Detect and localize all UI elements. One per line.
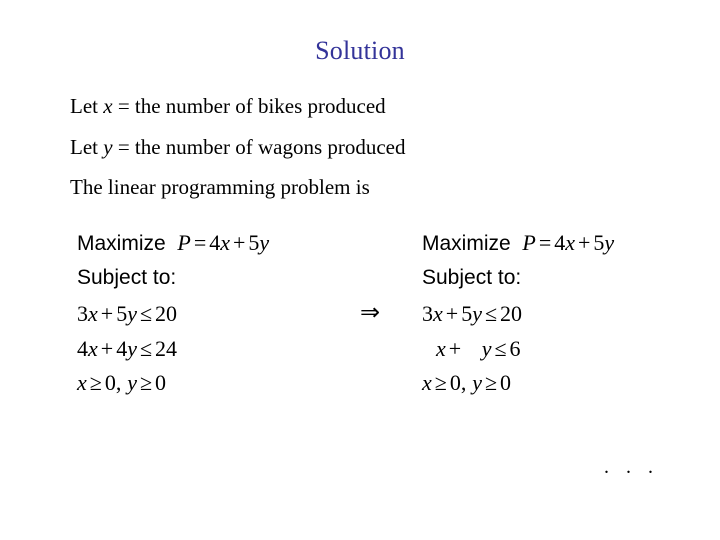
variable: y xyxy=(127,336,137,361)
rhs-value: 0, xyxy=(449,370,467,395)
equals-sign: = xyxy=(538,230,552,255)
continuation-ellipsis: . . . xyxy=(604,456,659,478)
intro-line-problem: The linear programming problem is xyxy=(70,175,370,199)
variable: y xyxy=(481,336,492,361)
coefficient: 4 xyxy=(209,230,221,255)
plus-sign: + xyxy=(445,301,459,326)
plus-sign: + xyxy=(448,336,462,361)
plus-sign: + xyxy=(100,336,114,361)
coefficient: 4 xyxy=(554,230,566,255)
objective-lhs: P xyxy=(522,230,536,255)
relation-sign: ≥ xyxy=(484,370,498,395)
rhs-value: 20 xyxy=(155,301,178,326)
objective-label: Maximize xyxy=(77,232,166,255)
objective-label: Maximize xyxy=(422,232,511,255)
variable: x xyxy=(565,230,575,255)
relation-sign: ≥ xyxy=(139,370,153,395)
constraint-row xyxy=(77,336,177,362)
slide-title: Solution xyxy=(315,36,405,65)
intro-definition: = the number of wagons produced xyxy=(112,135,406,159)
rhs-value: 24 xyxy=(155,336,178,361)
relation-sign: ≤ xyxy=(494,336,507,361)
variable: y xyxy=(127,301,137,326)
rhs-value: 6 xyxy=(509,336,521,361)
relation-sign: ≤ xyxy=(484,301,498,326)
nonnegativity-row xyxy=(77,370,166,396)
variable: y xyxy=(604,230,615,255)
coefficient: 3 xyxy=(77,301,88,326)
coefficient: 5 xyxy=(461,301,473,326)
variable: x xyxy=(436,336,446,361)
subject-to-row: Subject to: xyxy=(77,266,177,289)
relation-sign: ≥ xyxy=(89,370,102,395)
coefficient: 3 xyxy=(422,301,433,326)
plus-sign: + xyxy=(100,301,114,326)
intro-variable: y xyxy=(103,135,113,159)
variable: y xyxy=(472,301,482,326)
variable: x xyxy=(88,336,98,361)
relation-sign: ≤ xyxy=(139,336,153,361)
plus-sign: + xyxy=(578,230,591,255)
intro-prefix: Let xyxy=(70,94,104,118)
intro-variable: x xyxy=(103,94,113,118)
variable: y xyxy=(127,370,137,395)
equals-sign: = xyxy=(193,230,207,255)
rhs-value: 0 xyxy=(500,370,512,395)
coefficient: 5 xyxy=(248,230,260,255)
relation-sign: ≤ xyxy=(139,301,153,326)
intro-definition: = the number of bikes produced xyxy=(112,94,386,118)
constraint-row xyxy=(422,336,521,362)
objective-row xyxy=(77,230,269,256)
constraint-row xyxy=(77,301,177,327)
variable: x xyxy=(88,301,98,326)
intro-prefix: Let xyxy=(70,135,104,159)
rhs-value: 0, xyxy=(104,370,122,395)
subject-to-row: Subject to: xyxy=(422,266,522,289)
objective-lhs: P xyxy=(177,230,191,255)
variable: y xyxy=(259,230,270,255)
variable: y xyxy=(472,370,482,395)
intro-line-x xyxy=(70,94,386,119)
nonnegativity-row xyxy=(422,370,511,396)
coefficient: 4 xyxy=(77,336,88,361)
plus-sign: + xyxy=(233,230,246,255)
rhs-value: 0 xyxy=(155,370,167,395)
rhs-value: 20 xyxy=(500,301,523,326)
variable: x xyxy=(77,370,87,395)
coefficient: 4 xyxy=(116,336,128,361)
intro-line-y xyxy=(70,135,406,160)
variable: x xyxy=(422,370,432,395)
constraint-row xyxy=(422,301,522,327)
coefficient: 5 xyxy=(593,230,605,255)
implies-arrow: ⇒ xyxy=(360,298,381,326)
variable: x xyxy=(220,230,230,255)
variable: x xyxy=(433,301,443,326)
relation-sign: ≥ xyxy=(434,370,447,395)
coefficient: 5 xyxy=(116,301,128,326)
objective-row xyxy=(422,230,614,256)
